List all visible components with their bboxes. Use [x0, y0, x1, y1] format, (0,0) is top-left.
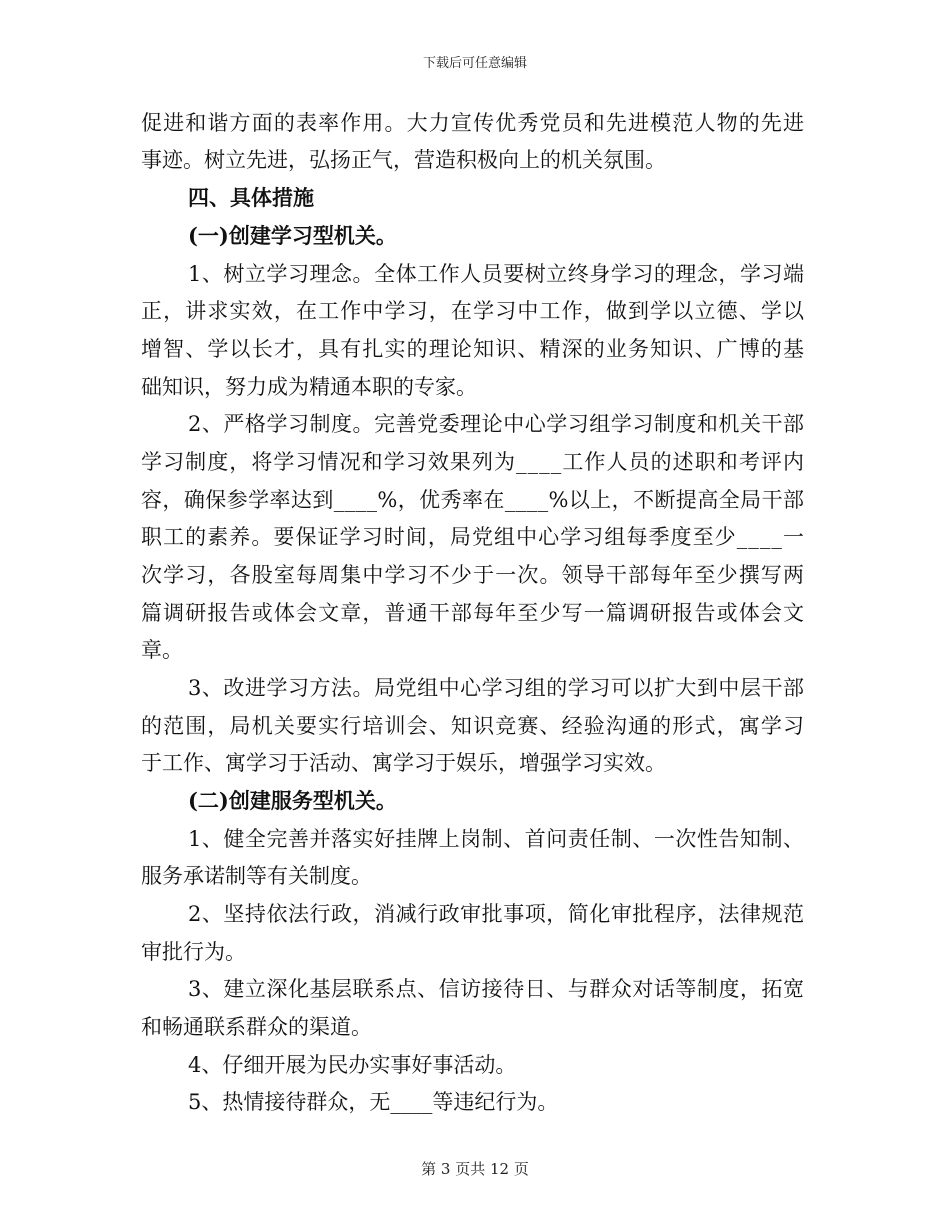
text-line: (二)创建服务型机关。: [188, 788, 397, 813]
text-line: 四、具体措施: [188, 185, 314, 210]
text-line: 促进和谐方面的表率作用。大力宣传优秀党员和先进模范人物的先进: [141, 111, 806, 135]
text-line: 服务承诺制等有关制度。: [141, 864, 372, 888]
text-line: 次学习，各股室每周集中学习不少于一次。领导干部每年至少撰写两: [141, 563, 806, 587]
text-line: 础知识，努力成为精通本职的专家。: [141, 375, 477, 399]
text-line: 学习制度，将学习情况和学习效果列为____工作人员的述职和考评内: [141, 450, 806, 474]
text-line: 2、坚持依法行政，消减行政审批事项，简化审批程序，法律规范: [188, 902, 805, 926]
text-line: 审批行为。: [141, 940, 246, 964]
page-header: 下载后可任意编辑: [422, 56, 527, 71]
text-line: 和畅通联系群众的渠道。: [141, 1015, 372, 1039]
text-line: 2、严格学习制度。完善党委理论中心学习组学习制度和机关干部: [188, 412, 805, 436]
text-line: 事迹。树立先进，弘扬正气，营造积极向上的机关氛围。: [141, 148, 666, 172]
text-line: (一)创建学习型机关。: [188, 223, 397, 248]
text-line: 于工作、寓学习于活动、寓学习于娱乐，增强学习实效。: [141, 751, 666, 775]
text-line: 4、仔细开展为民办实事好事活动。: [188, 1053, 517, 1077]
text-line: 3、改进学习方法。局党组中心学习组的学习可以扩大到中层干部: [188, 676, 805, 700]
text-line: 1、健全完善并落实好挂牌上岗制、首问责任制、一次性告知制、: [188, 827, 805, 851]
text-line: 1、树立学习理念。全体工作人员要树立终身学习的理念，学习端: [188, 262, 805, 286]
text-line: 篇调研报告或体会文章，普通干部每年至少写一篇调研报告或体会文: [141, 601, 806, 625]
text-line: 章。: [141, 638, 183, 662]
page-footer: 第 3 页共 12 页: [421, 1160, 529, 1178]
text-line: 容，确保参学率达到____%，优秀率在____%以上，不断提高全局干部: [141, 488, 805, 512]
text-line: 正，讲求实效，在工作中学习，在学习中工作，做到学以立德、学以: [141, 299, 806, 323]
text-line: 5、热情接待群众，无____等违纪行为。: [188, 1090, 559, 1114]
text-line: 3、建立深化基层联系点、信访接待日、与群众对话等制度，拓宽: [188, 977, 805, 1001]
text-line: 增智、学以长才，具有扎实的理论知识、精深的业务知识、广博的基: [141, 337, 806, 361]
text-line: 职工的素养。要保证学习时间，局党组中心学习组每季度至少____一: [141, 525, 806, 549]
text-line: 的范围，局机关要实行培训会、知识竞赛、经验沟通的形式，寓学习: [141, 714, 806, 738]
